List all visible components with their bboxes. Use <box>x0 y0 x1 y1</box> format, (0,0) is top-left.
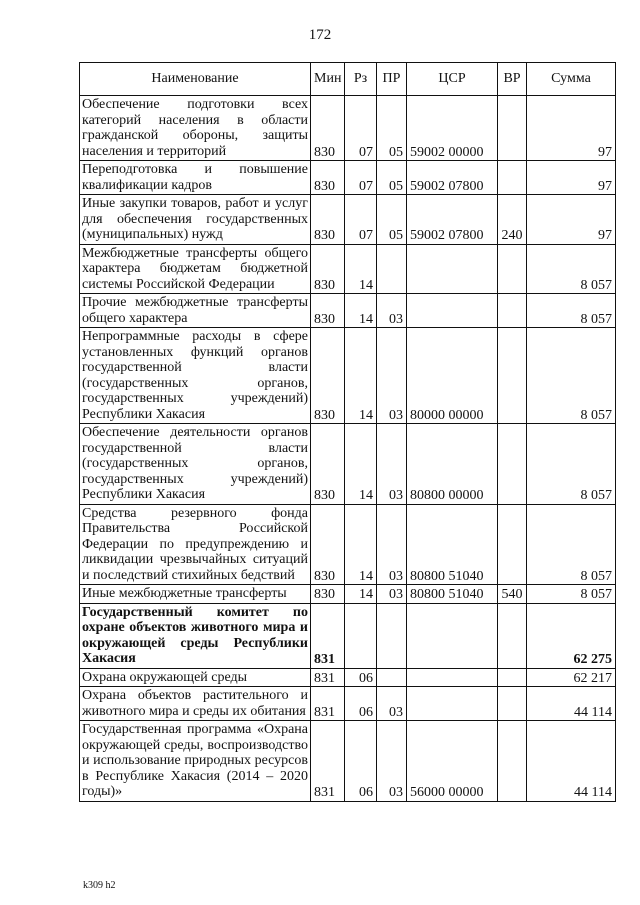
row-name: Прочие межбюджетные трансферты общего характера <box>80 294 311 328</box>
row-min: 830 <box>311 96 345 161</box>
row-name: Государственная программа «Охрана окружающей среды, воспроизводство и использование природных ресурсов в Республике Хакасия (2014 – 2020 годы)» <box>80 721 311 802</box>
row-name: Обеспечение подготовки всех категорий населения в области гражданской обороны, защиты населения и территорий <box>80 96 311 161</box>
row-sum: 97 <box>527 96 616 161</box>
row-vr <box>498 603 527 668</box>
row-min: 831 <box>311 603 345 668</box>
row-sum: 8 057 <box>527 328 616 424</box>
row-pr: 05 <box>377 161 407 195</box>
row-min: 830 <box>311 294 345 328</box>
row-pr <box>377 603 407 668</box>
footer-code: k309 h2 <box>83 880 116 891</box>
row-vr <box>498 328 527 424</box>
row-pr: 05 <box>377 96 407 161</box>
row-min: 830 <box>311 195 345 245</box>
row-rz: 14 <box>345 424 377 505</box>
row-csr: 80800 51040 <box>407 504 498 585</box>
header-vr: ВР <box>498 63 527 96</box>
row-rz: 07 <box>345 161 377 195</box>
row-csr <box>407 294 498 328</box>
row-rz: 14 <box>345 328 377 424</box>
row-vr <box>498 668 527 687</box>
row-csr: 59002 00000 <box>407 96 498 161</box>
row-vr: 240 <box>498 195 527 245</box>
row-csr: 59002 07800 <box>407 195 498 245</box>
row-sum: 44 114 <box>527 721 616 802</box>
header-sum: Сумма <box>527 63 616 96</box>
row-csr <box>407 687 498 721</box>
row-min: 830 <box>311 424 345 505</box>
row-rz: 06 <box>345 668 377 687</box>
row-csr <box>407 668 498 687</box>
row-min: 831 <box>311 668 345 687</box>
row-vr <box>498 424 527 505</box>
row-rz: 14 <box>345 504 377 585</box>
row-name: Иные закупки товаров, работ и услуг для обеспечения государственных (муниципальных) нужд <box>80 195 311 245</box>
table-row <box>80 96 616 161</box>
row-vr: 540 <box>498 585 527 604</box>
row-min: 830 <box>311 585 345 604</box>
row-pr: 03 <box>377 424 407 505</box>
budget-table <box>79 62 616 802</box>
table-row <box>80 585 616 604</box>
row-name: Межбюджетные трансферты общего характера бюджетам бюджетной системы Российской Федерации <box>80 244 311 294</box>
row-pr: 05 <box>377 195 407 245</box>
row-pr: 03 <box>377 721 407 802</box>
row-pr: 03 <box>377 687 407 721</box>
table-row <box>80 721 616 802</box>
row-vr <box>498 687 527 721</box>
row-vr <box>498 504 527 585</box>
row-rz: 07 <box>345 195 377 245</box>
row-sum: 62 275 <box>527 603 616 668</box>
table-row <box>80 294 616 328</box>
row-rz: 14 <box>345 244 377 294</box>
row-sum: 8 057 <box>527 244 616 294</box>
row-rz: 06 <box>345 721 377 802</box>
row-pr: 03 <box>377 585 407 604</box>
header-rz: Рз <box>345 63 377 96</box>
table-row <box>80 161 616 195</box>
row-csr <box>407 603 498 668</box>
row-min: 831 <box>311 687 345 721</box>
row-csr <box>407 244 498 294</box>
row-csr: 80000 00000 <box>407 328 498 424</box>
header-name: Наименование <box>80 63 311 96</box>
row-rz <box>345 603 377 668</box>
row-sum: 8 057 <box>527 585 616 604</box>
header-min: Мин <box>311 63 345 96</box>
row-name: Обеспечение деятельности органов государственной власти (государственных органов, государственных учреждений) Республики Хакасия <box>80 424 311 505</box>
row-vr <box>498 294 527 328</box>
row-name: Охрана окружающей среды <box>80 668 311 687</box>
row-pr <box>377 244 407 294</box>
row-name: Охрана объектов растительного и животного мира и среды их обитания <box>80 687 311 721</box>
table-row <box>80 668 616 687</box>
row-sum: 8 057 <box>527 424 616 505</box>
row-rz: 14 <box>345 585 377 604</box>
row-csr: 59002 07800 <box>407 161 498 195</box>
table-row <box>80 687 616 721</box>
row-pr <box>377 668 407 687</box>
row-min: 830 <box>311 161 345 195</box>
row-rz: 14 <box>345 294 377 328</box>
table-row <box>80 504 616 585</box>
table-row <box>80 195 616 245</box>
header-pr: ПР <box>377 63 407 96</box>
page-number: 172 <box>308 27 332 43</box>
row-rz: 07 <box>345 96 377 161</box>
row-min: 830 <box>311 328 345 424</box>
row-min: 831 <box>311 721 345 802</box>
row-rz: 06 <box>345 687 377 721</box>
row-pr: 03 <box>377 294 407 328</box>
row-csr: 56000 00000 <box>407 721 498 802</box>
row-name: Средства резервного фонда Правительства Российской Федерации по предупреждению и ликвидации чрезвычайных ситуаций и последствий стихийных бедствий <box>80 504 311 585</box>
row-sum: 62 217 <box>527 668 616 687</box>
row-name: Государственный комитет по охране объектов животного мира и окружающей среды Республики Хакасия <box>80 603 311 668</box>
header-csr: ЦСР <box>407 63 498 96</box>
table-row <box>80 244 616 294</box>
table-row <box>80 424 616 505</box>
row-pr: 03 <box>377 328 407 424</box>
row-vr <box>498 721 527 802</box>
row-name: Иные межбюджетные трансферты <box>80 585 311 604</box>
row-sum: 44 114 <box>527 687 616 721</box>
row-vr <box>498 161 527 195</box>
row-vr <box>498 244 527 294</box>
row-vr <box>498 96 527 161</box>
row-min: 830 <box>311 504 345 585</box>
row-csr: 80800 00000 <box>407 424 498 505</box>
row-sum: 97 <box>527 195 616 245</box>
row-name: Непрограммные расходы в сфере установленных функций органов государственной власти (государственных органов, государственных учреждений) Республики Хакасия <box>80 328 311 424</box>
row-name: Переподготовка и повышение квалификации кадров <box>80 161 311 195</box>
table-row <box>80 328 616 424</box>
table-header-row <box>80 63 616 96</box>
row-pr: 03 <box>377 504 407 585</box>
row-csr: 80800 51040 <box>407 585 498 604</box>
row-min: 830 <box>311 244 345 294</box>
row-sum: 97 <box>527 161 616 195</box>
row-sum: 8 057 <box>527 504 616 585</box>
row-sum: 8 057 <box>527 294 616 328</box>
table-row <box>80 603 616 668</box>
